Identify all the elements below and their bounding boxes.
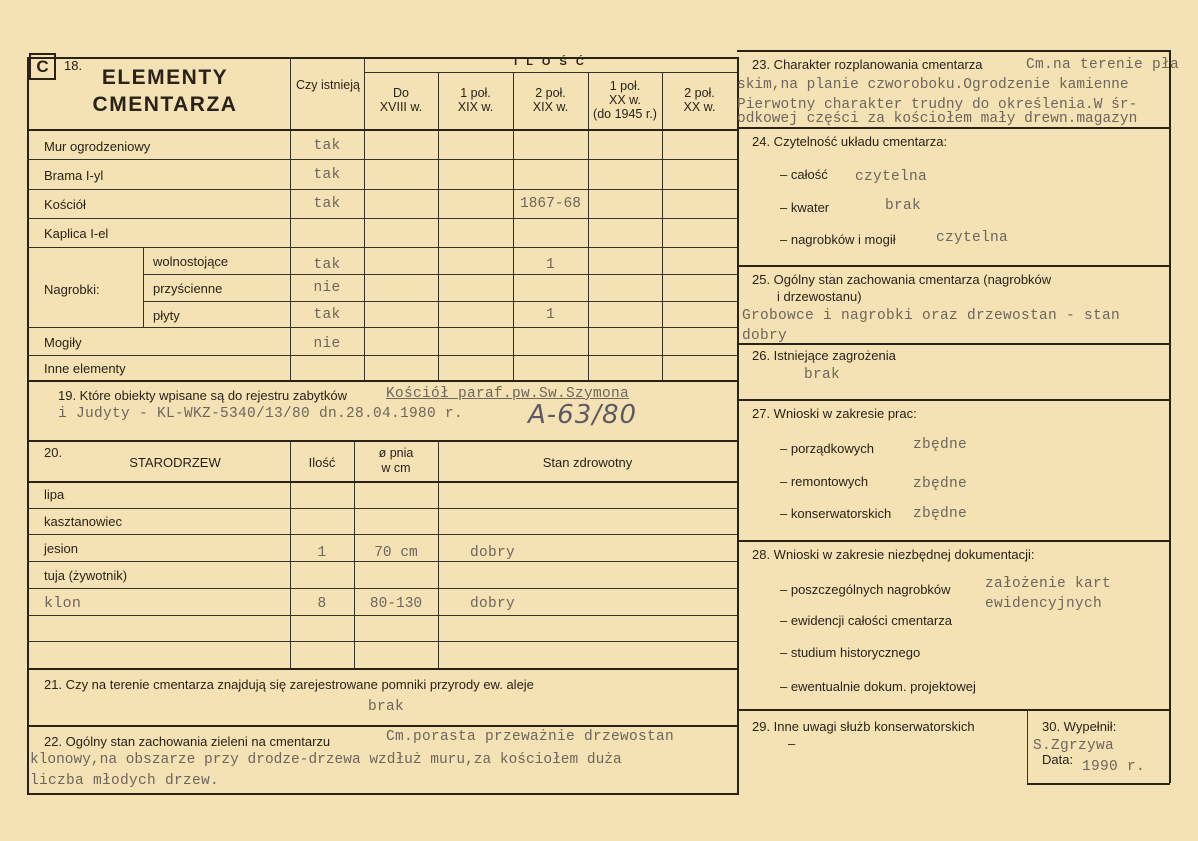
sec24-item-2-label: – kwater bbox=[780, 200, 830, 215]
row-wolno-exists: tak bbox=[313, 257, 341, 273]
sec26-value: brak bbox=[804, 367, 841, 383]
period-4-line3: (do 1945 r.) bbox=[593, 107, 657, 121]
sec21-value: brak bbox=[368, 699, 405, 715]
sec24-item-1-value: czytelna bbox=[855, 169, 928, 185]
sec23-label: 23. Charakter rozplanowania cmentarza bbox=[752, 57, 983, 72]
sec23-value-line1: Cm.na terenie pła bbox=[1026, 57, 1180, 73]
sec24-item-2-value: brak bbox=[885, 198, 922, 214]
tree-row-3-qty: 1 bbox=[317, 545, 327, 561]
sec29-label: 29. Inne uwagi służb konserwatorskich bbox=[752, 719, 975, 734]
row-kosciol-label: Kościół bbox=[44, 197, 86, 212]
row-kosciol-exists: tak bbox=[313, 196, 341, 212]
tree-row-2-name: kasztanowiec bbox=[44, 514, 123, 529]
sec19-value-line1: Kościół paraf.pw.Sw.Szymona bbox=[386, 386, 630, 402]
sec27-item-3-value: zbędne bbox=[913, 506, 968, 522]
sec23-value-line3: Pierwotny charakter trudny do określenia.W śr- bbox=[737, 97, 1138, 113]
col-exists-header: Czy istnieją bbox=[296, 78, 360, 92]
period-5-line1: 2 poł. bbox=[684, 86, 715, 100]
row-przysc-label: przyścienne bbox=[153, 281, 223, 296]
sec30-date-value: 1990 r. bbox=[1082, 759, 1146, 775]
period-4-line1: 1 poł. bbox=[609, 79, 641, 93]
row-przysc-exists: nie bbox=[313, 280, 341, 296]
row-wolno-period3: 1 bbox=[545, 257, 555, 273]
tree-row-5-diam: 80-130 bbox=[369, 596, 423, 612]
period-4-line2: XX w. bbox=[609, 93, 641, 107]
sec27-item-1-label: – porządkowych bbox=[780, 441, 874, 456]
row-kaplica-label: Kaplica I-el bbox=[44, 226, 109, 241]
sec19-handwritten-register-no: A-63/80 bbox=[528, 400, 638, 430]
section-18-number: 18. bbox=[64, 58, 83, 73]
sec30-label: 30. Wypełnił: bbox=[1042, 719, 1117, 734]
row-mogily-label: Mogiły bbox=[44, 335, 82, 350]
sec25-label-line2: i drzewostanu) bbox=[777, 289, 862, 304]
tree-row-5-qty: 8 bbox=[317, 596, 327, 612]
sec23-value-line4: odkowej części za kościołem mały drewn.magazyn bbox=[737, 111, 1138, 127]
row-plyty-period3: 1 bbox=[545, 307, 555, 323]
row-kosciol-period3: 1867-68 bbox=[520, 196, 581, 212]
section-letter-box: C bbox=[29, 53, 56, 80]
sec28-item-3-label: – studium historycznego bbox=[780, 645, 921, 660]
row-inne-label: Inne elementy bbox=[44, 361, 126, 376]
tree-row-1-name: lipa bbox=[44, 487, 65, 502]
sec30-name: S.Zgrzywa bbox=[1033, 738, 1115, 754]
sec27-label: 27. Wnioski w zakresie prac: bbox=[752, 406, 917, 421]
row-brama-label: Brama I-yl bbox=[44, 168, 104, 183]
ilosc-header: I L O Ś Ć bbox=[514, 56, 587, 68]
sec28-label: 28. Wnioski w zakresie niezbędnej dokumentacji: bbox=[752, 547, 1035, 562]
sec24-item-3-label: – nagrobków i mogił bbox=[780, 232, 896, 247]
sec29-value: – bbox=[788, 736, 796, 751]
sec24-label: 24. Czytelność układu cmentarza: bbox=[752, 134, 948, 149]
period-2-line1: 1 poł. bbox=[460, 86, 491, 100]
sec28-item-4-label: – ewentualnie dokum. projektowej bbox=[780, 679, 976, 694]
period-2-line2: XIX w. bbox=[457, 100, 494, 114]
sec20-col-health: Stan zdrowotny bbox=[542, 455, 633, 470]
tree-row-5-name: klon bbox=[44, 595, 82, 612]
row-wolno-label: wolnostojące bbox=[153, 254, 229, 269]
sec22-value-line2: klonowy,na obszarze przy drodze-drzewa wzdłuż muru,za kościołem duża bbox=[30, 752, 622, 768]
sec26-label: 26. Istniejące zagrożenia bbox=[752, 348, 896, 363]
sec22-value-line1: Cm.porasta przeważnie drzewostan bbox=[386, 729, 675, 745]
tree-row-4-name: tuja (żywotnik) bbox=[44, 568, 128, 583]
sec25-value-line1: Grobowce i nagrobki oraz drzewostan - stan bbox=[742, 308, 1121, 324]
sec20-col-diam-line2: w cm bbox=[381, 461, 411, 475]
sec28-item-1-value-line1: założenie kart bbox=[985, 576, 1112, 592]
sec25-label-line1: 25. Ogólny stan zachowania cmentarza (nagrobków bbox=[752, 272, 1052, 287]
row-plyty-exists: tak bbox=[313, 307, 341, 323]
sec22-value-line3: liczba młodych drzew. bbox=[30, 773, 220, 789]
sec19-label: 19. Które obiekty wpisane są do rejestru zabytków bbox=[58, 388, 348, 403]
sec19-value-line2: i Judyty - KL-WKZ-5340/13/80 dn.28.04.1980 r. bbox=[58, 406, 464, 422]
sec20-col-diam-line1: ø pnia bbox=[378, 446, 414, 460]
sec24-item-3-value: czytelna bbox=[936, 230, 1009, 246]
row-nagrobki-label: Nagrobki: bbox=[44, 282, 100, 297]
period-3-line2: XIX w. bbox=[532, 100, 569, 114]
sec28-item-1-label: – poszczególnych nagrobków bbox=[780, 582, 951, 597]
tree-row-3-name: jesion bbox=[44, 541, 78, 556]
sec23-value-line2: skim,na planie czworoboku.Ogrodzenie kamienne bbox=[737, 77, 1129, 93]
period-1-line1: Do bbox=[393, 86, 409, 100]
tree-row-5-health: dobry bbox=[470, 596, 516, 612]
sec24-item-1-label: – całość bbox=[780, 167, 828, 182]
sec20-col-name: STARODRZEW bbox=[129, 455, 221, 470]
sec28-item-2-label: – ewidencji całości cmentarza bbox=[780, 613, 952, 628]
tree-row-3-diam: 70 cm bbox=[374, 545, 418, 561]
row-plyty-label: płyty bbox=[153, 308, 180, 323]
sec20-col-qty: Ilość bbox=[308, 455, 336, 470]
period-5-line2: XX w. bbox=[683, 100, 716, 114]
sec22-label: 22. Ogólny stan zachowania zieleni na cmentarzu bbox=[44, 734, 331, 749]
sec28-item-1-value-line2: ewidencyjnych bbox=[985, 596, 1103, 612]
row-mur-exists: tak bbox=[313, 138, 341, 154]
sec27-item-1-value: zbędne bbox=[913, 437, 968, 453]
elements-title-line1: ELEMENTY bbox=[101, 66, 229, 89]
row-brama-exists: tak bbox=[313, 167, 341, 183]
period-3-line1: 2 poł. bbox=[535, 86, 566, 100]
sec30-date-label: Data: bbox=[1042, 752, 1074, 767]
elements-title-line2: CMENTARZA bbox=[92, 93, 238, 116]
sec27-item-2-value: zbędne bbox=[913, 476, 968, 492]
period-1-line2: XVIII w. bbox=[379, 100, 423, 114]
sec25-value-line2: dobry bbox=[742, 328, 788, 344]
sec27-item-2-label: – remontowych bbox=[780, 474, 869, 489]
sec20-number: 20. bbox=[44, 445, 63, 460]
sec27-item-3-label: – konserwatorskich bbox=[780, 506, 892, 521]
sec21-label: 21. Czy na terenie cmentarza znajdują się zarejestrowane pomniki przyrody ew. aleje bbox=[44, 677, 534, 692]
row-mur-label: Mur ogrodzeniowy bbox=[44, 139, 151, 154]
tree-row-3-health: dobry bbox=[470, 545, 516, 561]
row-mogily-exists: nie bbox=[313, 336, 341, 352]
